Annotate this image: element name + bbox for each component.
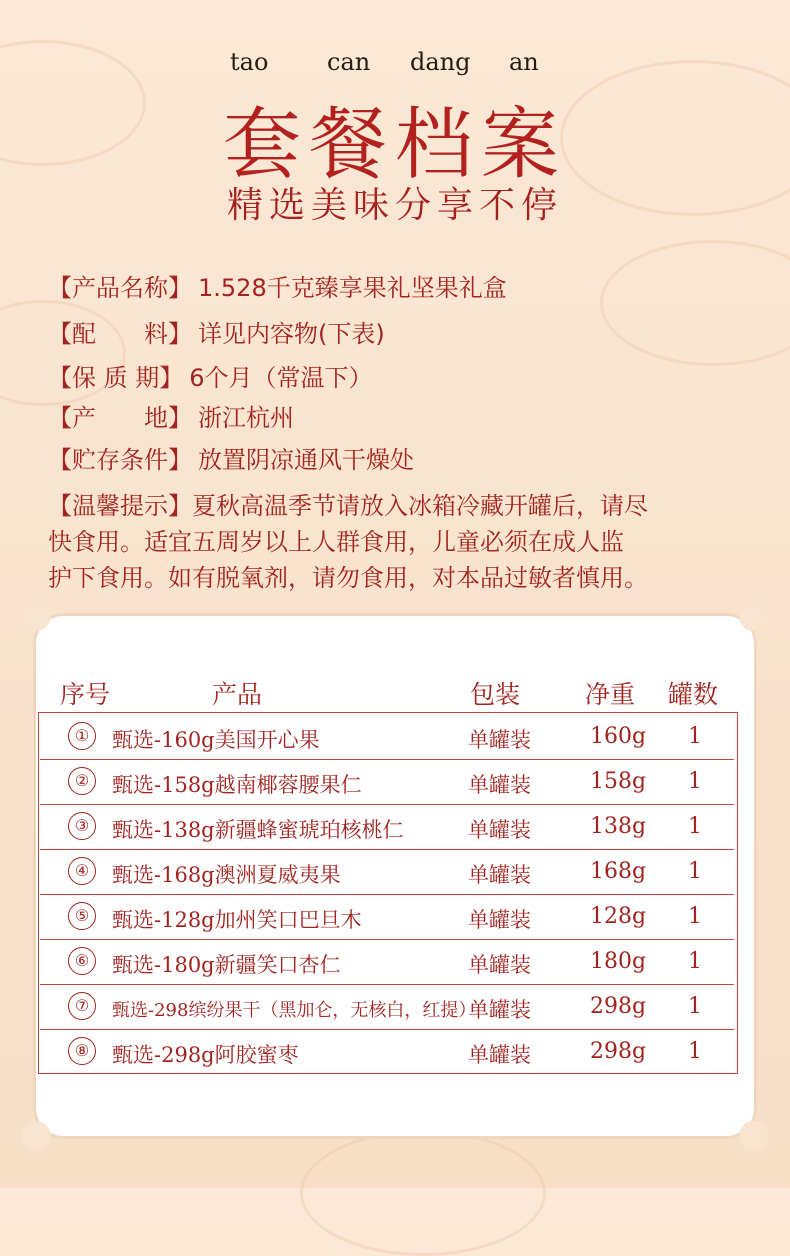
pinyin-tao: tao [230,48,269,76]
row-weight: 160g [590,724,647,749]
row-product: 甄选-160g美国开心果 [112,728,320,752]
header-weight: 净重 [585,680,636,709]
info-row-origin [48,404,294,432]
row-product: 甄选-168g澳洲夏威夷果 [112,863,341,887]
row-number: ⑥ [68,947,96,975]
info-label: 【产 地】 [48,404,192,432]
row-divider [40,849,734,851]
row-product: 甄选-138g新疆蜂蜜琥珀核桃仁 [112,818,404,842]
info-label: 【配 料】 [48,320,192,348]
row-number: ⑦ [68,992,96,1020]
table-row [40,716,734,760]
row-number: ① [68,722,96,750]
tips-line-3: 护下食用。如有脱氧剂，请勿食用，对本品过敏者慎用。 [48,564,648,592]
header-index: 序号 [60,680,111,709]
pinyin-dang: dang [410,48,471,76]
row-product: 甄选-298缤纷果干（黑加仑，无核白，红提） [112,1000,477,1021]
warm-tips [48,488,748,596]
table-row [40,806,734,850]
tips-label: 【温馨提示】 [48,492,192,520]
card-corner [739,601,769,631]
row-number: ③ [68,812,96,840]
pinyin-can: can [327,48,371,76]
table-row [40,761,734,805]
row-pack: 单罐装 [468,818,531,842]
info-value: 6个月（常温下） [189,364,373,392]
row-count: 1 [688,769,702,794]
pinyin-an: an [509,48,539,76]
row-count: 1 [688,1039,702,1064]
row-divider [40,894,734,896]
row-weight: 180g [590,949,647,974]
table-row [40,986,734,1030]
row-count: 1 [688,994,702,1019]
row-divider [40,984,734,986]
row-count: 1 [688,904,702,929]
row-pack: 单罐装 [468,728,531,752]
page-subtitle: 精选美味分享不停 [226,185,563,226]
table-row [40,896,734,940]
info-row-shelf-life [48,364,373,392]
row-divider [40,1029,734,1031]
row-count: 1 [688,814,702,839]
row-weight: 298g [590,994,647,1019]
row-weight: 158g [590,769,647,794]
page-title: 套餐档案 [222,100,567,190]
row-pack: 单罐装 [468,953,531,977]
row-divider [40,759,734,761]
info-value: 浙江杭州 [198,404,294,432]
row-pack: 单罐装 [468,908,531,932]
row-weight: 168g [590,859,647,884]
row-number: ⑤ [68,902,96,930]
card-corner [739,1121,769,1151]
row-divider [40,939,734,941]
row-divider [40,804,734,806]
row-pack: 单罐装 [468,1043,531,1067]
table-row [40,1031,734,1075]
row-product: 甄选-158g越南椰蓉腰果仁 [112,773,362,797]
info-label: 【贮存条件】 [48,446,192,474]
row-number: ④ [68,857,96,885]
tips-line-1 [48,488,748,524]
info-row-storage [48,446,414,474]
info-label: 【产品名称】 [48,274,192,302]
tips-text: 夏秋高温季节请放入冰箱冷藏开罐后，请尽 [192,492,648,520]
row-product: 甄选-180g新疆笑口杏仁 [112,953,341,977]
info-value: 详见内容物(下表) [198,320,385,348]
row-pack: 单罐装 [468,773,531,797]
row-weight: 138g [590,814,647,839]
table-row [40,941,734,985]
card-corner [21,1121,51,1151]
row-product: 甄选-298g阿胶蜜枣 [112,1043,299,1067]
row-number: ② [68,767,96,795]
row-weight: 128g [590,904,647,929]
row-count: 1 [688,949,702,974]
info-row-ingredients [48,320,385,348]
info-value: 1.528千克臻享果礼坚果礼盒 [198,274,507,302]
header-pack: 包装 [470,680,521,709]
card-corner [21,601,51,631]
row-pack: 单罐装 [468,863,531,887]
table-row [40,851,734,895]
cloud-decoration [600,240,790,366]
row-product: 甄选-128g加州笑口巴旦木 [112,908,362,932]
header-product: 产品 [212,680,263,709]
header-count: 罐数 [668,680,719,709]
info-value: 放置阴凉通风干燥处 [198,446,414,474]
row-weight: 298g [590,1039,647,1064]
row-count: 1 [688,724,702,749]
info-label: 【保 质 期】 [48,364,184,392]
cloud-decoration [300,1130,546,1256]
row-number: ⑧ [68,1037,96,1065]
tips-line-2: 快食用。适宜五周岁以上人群食用，儿童必须在成人监 [48,528,624,556]
row-pack: 单罐装 [468,998,531,1022]
info-row-name [48,274,507,302]
row-count: 1 [688,859,702,884]
